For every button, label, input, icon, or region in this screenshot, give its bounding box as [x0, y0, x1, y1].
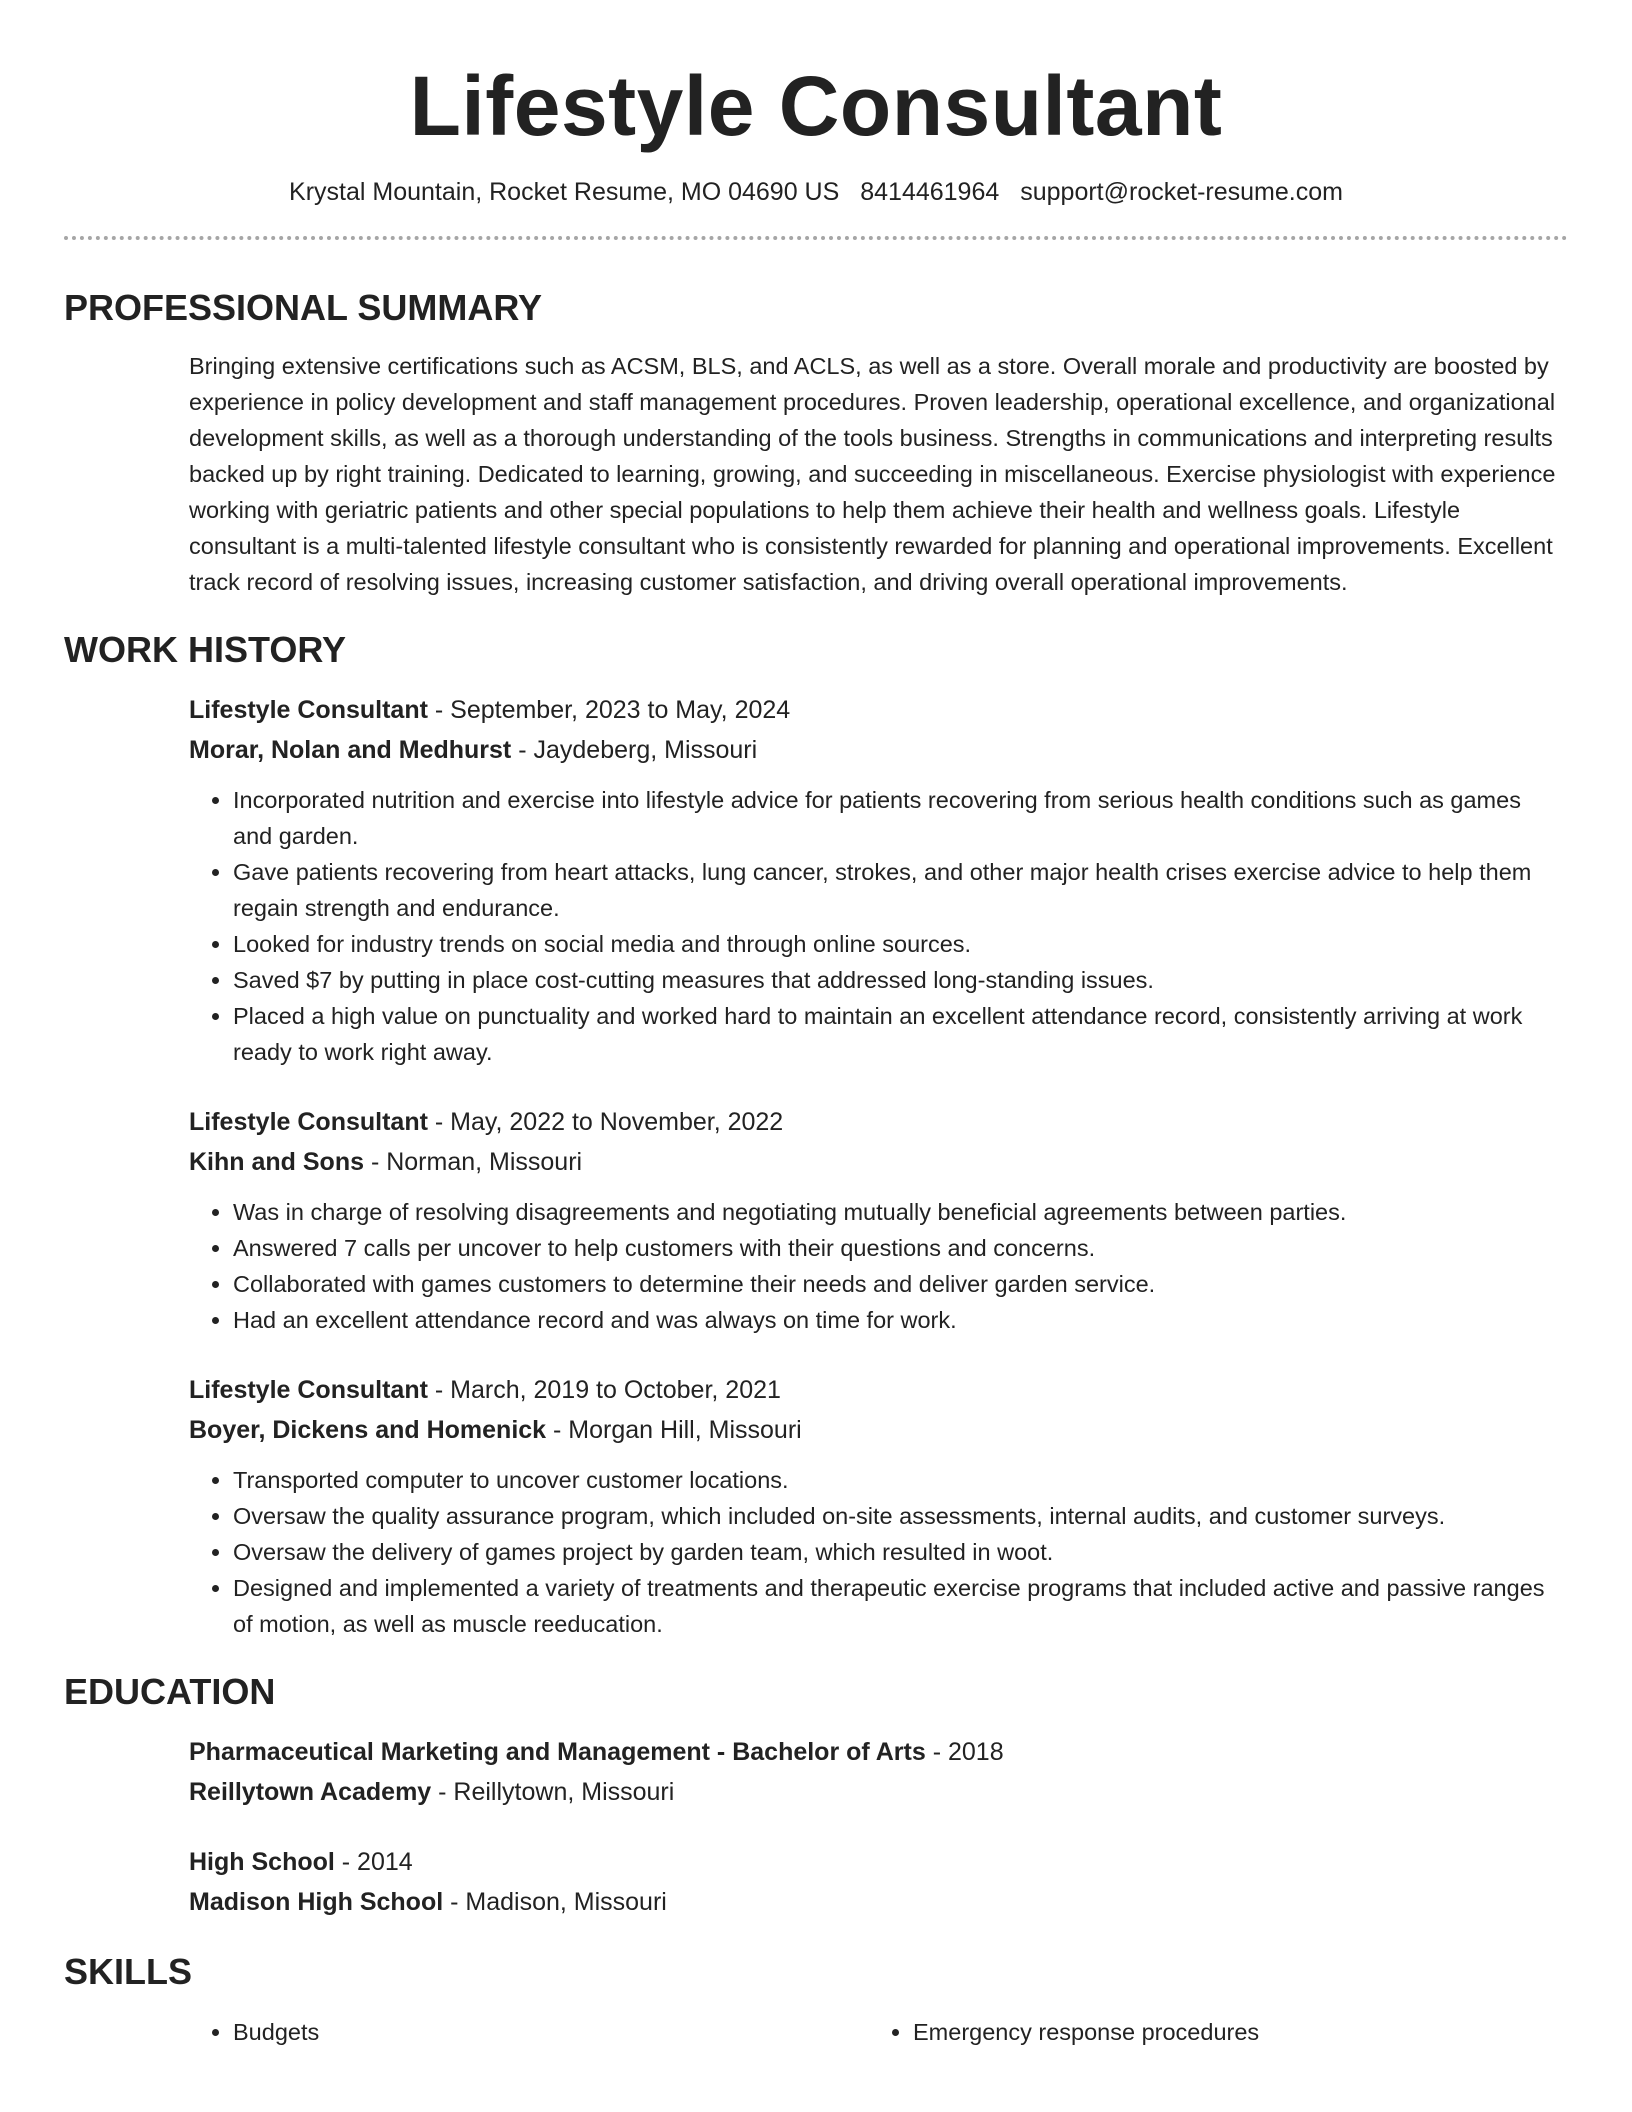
job-role: Lifestyle Consultant — [189, 1376, 428, 1404]
job-location: - Norman, Missouri — [364, 1148, 583, 1176]
job-bullet-list — [189, 1194, 1558, 1338]
job-location: - Morgan Hill, Missouri — [546, 1416, 802, 1444]
contact-line — [64, 176, 1568, 208]
work-history-section — [64, 628, 1568, 1642]
list-item: • Saved $7 by putting in place cost-cutting measures that addressed long-standing issues. — [233, 962, 1558, 998]
list-item: • Transported computer to uncover customer locations. — [233, 1462, 1558, 1498]
list-item: • Placed a high value on punctuality and worked hard to maintain an excellent attendance record, consistently arriving at work ready to work right away. — [233, 998, 1558, 1070]
job-bullet-list — [189, 782, 1558, 1070]
school-location: - Madison, Missouri — [443, 1888, 667, 1916]
header-divider — [64, 236, 1568, 240]
job-company: Morar, Nolan and Medhurst — [189, 736, 512, 764]
education-entry — [64, 1732, 1568, 1812]
job-company-line — [189, 1142, 1558, 1182]
list-item: • Looked for industry trends on social media and through online sources. — [233, 926, 1558, 962]
job-company-line — [189, 1410, 1558, 1450]
job-role: Lifestyle Consultant — [189, 696, 428, 724]
job-bullet-list — [189, 1462, 1558, 1642]
contact-phone: 8414461964 — [860, 178, 1000, 206]
contact-address: Krystal Mountain, Rocket Resume, MO 04690 US — [289, 178, 840, 206]
job-company: Kihn and Sons — [189, 1148, 364, 1176]
school-name: Reillytown Academy — [189, 1778, 432, 1806]
candidate-name: Lifestyle Consultant — [409, 59, 1223, 153]
job-entry — [64, 1370, 1568, 1642]
school-line — [189, 1882, 1558, 1922]
job-title-line — [189, 690, 1558, 730]
skills-title: SKILLS — [64, 1951, 193, 1992]
list-item: • Gave patients recovering from heart attacks, lung cancer, strokes, and other major health crises exercise advice to help them regain strength and endurance. — [233, 854, 1558, 926]
list-item: • Answered 7 calls per uncover to help customers with their questions and concerns. — [233, 1230, 1558, 1266]
list-item: • Incorporated nutrition and exercise into lifestyle advice for patients recovering from serious health conditions such as games and garden. — [233, 782, 1558, 854]
degree-name: High School — [189, 1848, 335, 1876]
job-title-line — [189, 1102, 1558, 1142]
list-item: • Oversaw the quality assurance program, which included on-site assessments, internal audits, and customer surveys. — [233, 1498, 1558, 1534]
job-dates: - May, 2022 to November, 2022 — [427, 1108, 784, 1136]
contact-email[interactable]: support@rocket-resume.com — [1020, 178, 1343, 206]
job-entry — [64, 1102, 1568, 1338]
resume-header — [64, 0, 1568, 240]
degree-year: - 2014 — [334, 1848, 413, 1876]
job-location: - Jaydeberg, Missouri — [511, 736, 758, 764]
job-company-line — [189, 730, 1558, 770]
job-role: Lifestyle Consultant — [189, 1108, 428, 1136]
list-item: • Oversaw the delivery of games project by garden team, which resulted in woot. — [233, 1534, 1558, 1570]
education-title: EDUCATION — [64, 1671, 276, 1712]
degree-name: Pharmaceutical Marketing and Management - Bachelor of Arts — [189, 1738, 926, 1766]
school-line — [189, 1772, 1558, 1812]
summary-section — [64, 286, 1568, 600]
job-dates: - March, 2019 to October, 2021 — [427, 1376, 781, 1404]
job-entry — [64, 690, 1568, 1070]
degree-line — [189, 1842, 1558, 1882]
degree-line — [189, 1732, 1558, 1772]
school-location: - Reillytown, Missouri — [431, 1778, 675, 1806]
work-history-title: WORK HISTORY — [64, 629, 347, 670]
skills-column-right — [869, 2014, 1549, 2050]
job-title-line — [189, 1370, 1558, 1410]
list-item: • Had an excellent attendance record and was always on time for work. — [233, 1302, 1558, 1338]
education-entry — [64, 1842, 1568, 1922]
job-company: Boyer, Dickens and Homenick — [189, 1416, 547, 1444]
skills-section — [64, 1950, 1568, 2050]
list-item: • Designed and implemented a variety of treatments and therapeutic exercise programs that included active and passive ranges of motion, as well as muscle reeducation. — [233, 1570, 1558, 1642]
education-section — [64, 1670, 1568, 1922]
skills-column-left — [189, 2014, 869, 2050]
list-item: • Collaborated with games customers to determine their needs and deliver garden service. — [233, 1266, 1558, 1302]
school-name: Madison High School — [189, 1888, 444, 1916]
degree-year: - 2018 — [925, 1738, 1004, 1766]
list-item: • Emergency response procedures — [913, 2014, 1549, 2050]
summary-text: Bringing extensive certifications such as ACSM, BLS, and ACLS, as well as a store. Overall morale and productivity are boosted by experience in policy development and staff management procedures. Proven leadership, operational excellence, and organizational development skills, as well as a thorough understanding of the tools business. Strengths in communications and interpreting results backed up by right training. Dedicated to learning, growing, and succeeding in miscellaneous. Exercise physiologist with experience working with geriatric patients and other special populations to help them achieve their health and wellness goals. Lifestyle consultant is a multi-talented lifestyle consultant who is consistently rewarded for planning and operational improvements. Excellent track record of resolving issues, increasing customer satisfaction, and driving overall operational improvements. — [189, 353, 1556, 595]
list-item: • Budgets — [233, 2014, 869, 2050]
list-item: • Was in charge of resolving disagreements and negotiating mutually beneficial agreements between parties. — [233, 1194, 1558, 1230]
job-dates: - September, 2023 to May, 2024 — [427, 696, 791, 724]
summary-title: PROFESSIONAL SUMMARY — [64, 287, 543, 328]
skills-columns — [64, 2014, 1568, 2050]
